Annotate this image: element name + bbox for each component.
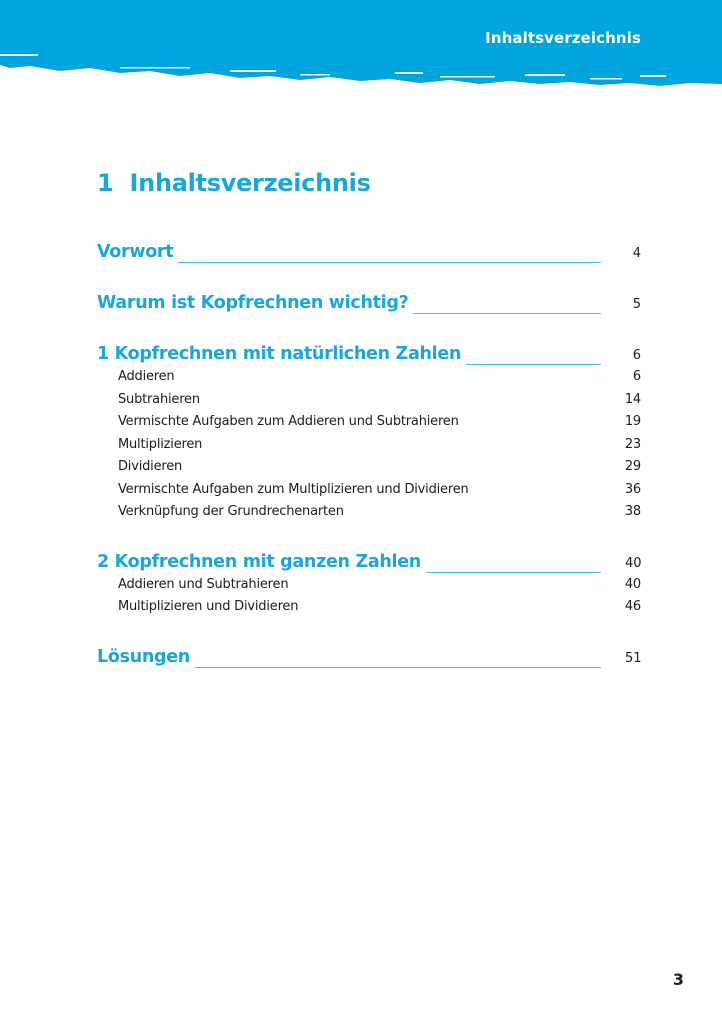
toc-sub-entry[interactable]	[97, 414, 641, 437]
toc-leader-line	[195, 667, 601, 668]
toc-entry-vorwort[interactable]	[97, 242, 641, 266]
toc-sub-title: Vermischte Aufgaben zum Multiplizieren und Dividieren	[118, 481, 469, 497]
toc-entry-page: 6	[632, 348, 641, 363]
toc-sub-page: 36	[624, 481, 641, 497]
toc-entry-page: 40	[625, 555, 642, 571]
toc-sub-page: 46	[624, 599, 641, 614]
toc-sub-page: 38	[624, 504, 641, 519]
toc-sub-page: 29	[624, 459, 641, 474]
toc-leader-line	[178, 262, 601, 263]
toc-sub-list-chapter-2	[97, 577, 641, 622]
table-of-contents	[97, 242, 641, 671]
toc-entry-chapter-2[interactable]	[97, 552, 641, 576]
brush-stroke-graphic	[0, 0, 722, 100]
toc-sub-page: 23	[624, 436, 641, 452]
toc-sub-title: Dividieren	[118, 459, 183, 474]
toc-leader-line	[426, 572, 601, 573]
toc-entry-title: Vorwort	[97, 242, 174, 262]
toc-sub-title: Multiplizieren und Dividieren	[118, 599, 299, 614]
toc-sub-entry[interactable]	[97, 599, 641, 622]
heading-text: Inhaltsverzeichnis	[129, 169, 371, 197]
toc-sub-title: Verknüpfung der Grundrechenarten	[118, 504, 344, 519]
running-header-title: Inhaltsverzeichnis	[485, 29, 641, 47]
toc-entry-title: 2 Kopfrechnen mit ganzen Zahlen	[97, 551, 421, 572]
toc-sub-title: Multiplizieren	[118, 436, 203, 452]
toc-leader-line	[466, 364, 601, 365]
toc-entry-title: Warum ist Kopfrechnen wichtig?	[97, 293, 409, 313]
toc-sub-title: Subtrahieren	[118, 391, 200, 407]
toc-entry-title: Lösungen	[97, 646, 190, 667]
toc-entry-chapter-1[interactable]	[97, 344, 641, 368]
toc-sub-title: Addieren und Subtrahieren	[118, 576, 289, 592]
toc-entry-title: 1 Kopfrechnen mit natürlichen Zahlen	[97, 344, 462, 364]
toc-sub-page: 6	[632, 369, 641, 384]
toc-sub-page: 14	[624, 391, 641, 407]
toc-leader-line	[413, 313, 601, 314]
toc-sub-entry[interactable]	[97, 392, 641, 415]
toc-sub-entry[interactable]	[97, 482, 641, 505]
toc-entry-loesungen[interactable]	[97, 647, 641, 671]
header-brush-band	[0, 0, 722, 100]
toc-sub-entry[interactable]	[97, 437, 641, 460]
toc-sub-title: Addieren	[118, 369, 175, 384]
page-number: 3	[672, 970, 684, 989]
toc-sub-page: 19	[624, 414, 641, 429]
toc-sub-entry[interactable]	[97, 577, 641, 600]
toc-sub-page: 40	[624, 576, 641, 592]
heading-number: 1	[97, 169, 114, 197]
toc-sub-entry[interactable]	[97, 459, 641, 482]
toc-entry-page: 4	[632, 246, 641, 261]
toc-entry-page: 5	[632, 297, 641, 312]
toc-sub-list-chapter-1	[97, 369, 641, 527]
toc-entry-warum[interactable]	[97, 293, 641, 317]
toc-sub-entry[interactable]	[97, 369, 641, 392]
page-heading	[97, 169, 371, 197]
toc-sub-title: Vermischte Aufgaben zum Addieren und Subtrahieren	[118, 414, 459, 429]
toc-sub-entry[interactable]	[97, 504, 641, 527]
toc-entry-page: 51	[625, 650, 642, 666]
